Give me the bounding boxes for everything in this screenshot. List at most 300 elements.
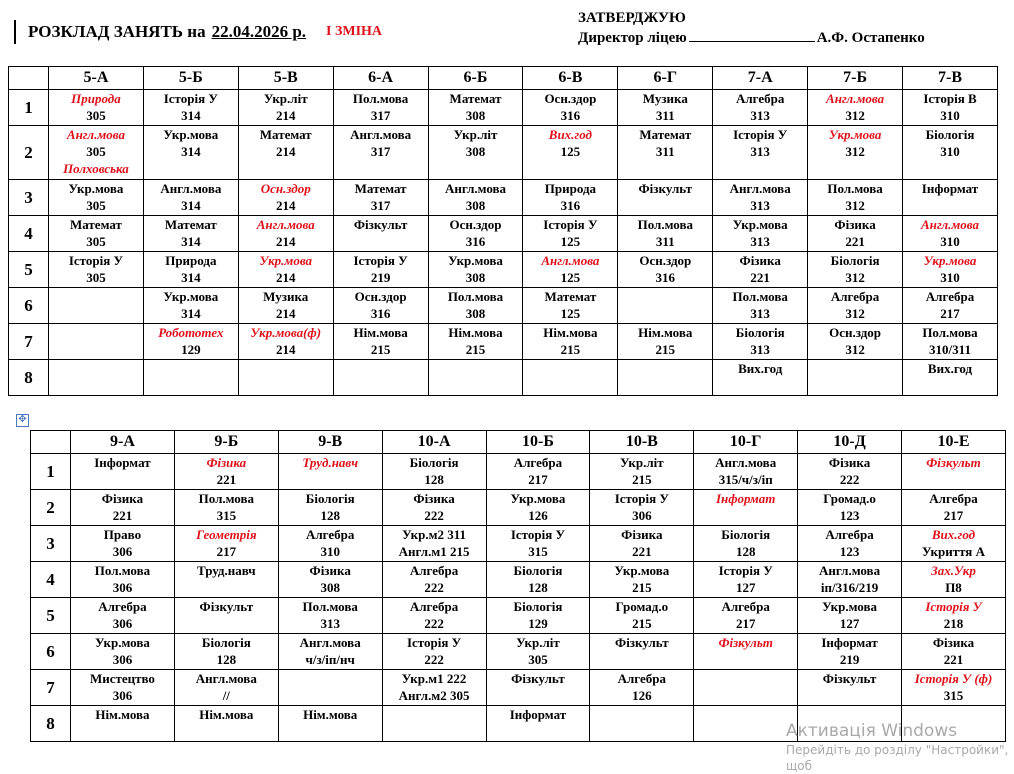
schedule-cell[interactable] bbox=[713, 126, 808, 180]
lesson-row bbox=[31, 562, 1006, 598]
subject-name: Укр.літ bbox=[263, 91, 308, 106]
cell-detail: 316 bbox=[655, 270, 676, 285]
schedule-cell[interactable] bbox=[590, 670, 694, 706]
cell-detail: 218 bbox=[943, 616, 964, 631]
subject-name: Історія У (ф) bbox=[914, 671, 993, 686]
watermark-line-1: Активація Windows bbox=[786, 721, 958, 741]
subject-name: Алгебра bbox=[617, 671, 667, 686]
subject-name: Громад.о bbox=[823, 491, 876, 506]
subject-name: Укр.мова bbox=[828, 127, 882, 142]
schedule-cell[interactable] bbox=[903, 216, 998, 252]
schedule-cell[interactable] bbox=[618, 126, 713, 180]
subject-name: Зах.Укр bbox=[931, 563, 976, 578]
schedule-cell[interactable] bbox=[694, 454, 798, 490]
cell-detail: 314 bbox=[181, 144, 201, 159]
schedule-cell[interactable] bbox=[798, 454, 902, 490]
schedule-cell[interactable] bbox=[713, 252, 808, 288]
subject-name: Укр.мова bbox=[510, 491, 566, 506]
schedule-cell[interactable] bbox=[694, 526, 798, 562]
schedule-cell[interactable] bbox=[808, 324, 903, 360]
class-header: 10-А bbox=[382, 431, 486, 454]
schedule-cell[interactable] bbox=[71, 454, 175, 490]
cell-detail: 214 bbox=[275, 306, 296, 321]
subject-name: Фізкульт bbox=[511, 671, 565, 686]
lesson-number: 8 bbox=[31, 706, 71, 742]
schedule-cell[interactable] bbox=[903, 90, 998, 126]
subject-name: Історія У bbox=[163, 91, 218, 106]
cell-detail: 315 bbox=[943, 688, 964, 703]
cell-detail: Укриття А bbox=[922, 544, 985, 559]
subject-name: Фізика bbox=[206, 455, 247, 470]
schedule-cell[interactable] bbox=[486, 598, 590, 634]
schedule-cell[interactable] bbox=[238, 126, 333, 180]
cell-detail: 306 bbox=[112, 544, 133, 559]
cell-detail: 310 bbox=[320, 544, 340, 559]
schedule-cell[interactable] bbox=[713, 90, 808, 126]
schedule-cell[interactable] bbox=[428, 360, 523, 396]
schedule-cell[interactable] bbox=[333, 216, 428, 252]
class-header: 9-Б bbox=[174, 431, 278, 454]
schedule-cell[interactable] bbox=[278, 490, 382, 526]
subject-name: Фізкульт bbox=[638, 181, 693, 196]
schedule-cell[interactable] bbox=[143, 324, 238, 360]
subject-name: Англ.мова bbox=[444, 181, 507, 196]
cell-detail: 306 bbox=[112, 580, 133, 595]
schedule-cell[interactable] bbox=[486, 562, 590, 598]
schedule-cell[interactable] bbox=[428, 324, 523, 360]
schedule-cell[interactable] bbox=[143, 288, 238, 324]
subject-name: Історія У bbox=[718, 563, 773, 578]
cell-detail: 312 bbox=[845, 306, 865, 321]
schedule-cell[interactable] bbox=[174, 670, 278, 706]
schedule-cell[interactable] bbox=[238, 90, 333, 126]
subject-name: Алгебра bbox=[409, 563, 459, 578]
cell-detail: 217 bbox=[940, 306, 960, 321]
schedule-cell[interactable] bbox=[590, 562, 694, 598]
subject-name: Труд.навч bbox=[197, 563, 256, 578]
subject-name: Фізкульт bbox=[718, 635, 773, 650]
subject-name: Алгебра bbox=[305, 527, 355, 542]
schedule-cell[interactable] bbox=[808, 252, 903, 288]
subject-name: Осн.здор bbox=[260, 181, 311, 196]
schedule-cell[interactable] bbox=[798, 562, 902, 598]
cell-detail: 219 bbox=[370, 270, 391, 285]
table-move-handle-icon[interactable]: ✥ bbox=[16, 414, 29, 427]
subject-name: Геометрія bbox=[196, 527, 257, 542]
schedule-cell[interactable] bbox=[49, 288, 144, 324]
schedule-cell[interactable] bbox=[590, 454, 694, 490]
cell-detail: 305 bbox=[86, 234, 106, 249]
subject-name: Фізика bbox=[309, 563, 351, 578]
schedule-cell[interactable] bbox=[143, 180, 238, 216]
cell-detail: 316 bbox=[560, 108, 581, 123]
subject-name: Англ.мова bbox=[160, 181, 222, 196]
subject-name: Біологія bbox=[513, 563, 563, 578]
schedule-cell[interactable] bbox=[902, 670, 1006, 706]
schedule-cell[interactable] bbox=[428, 252, 523, 288]
schedule-cell[interactable] bbox=[523, 180, 618, 216]
cell-detail: 222 bbox=[839, 472, 860, 487]
schedule-cell[interactable] bbox=[49, 360, 144, 396]
schedule-cell[interactable] bbox=[174, 490, 278, 526]
schedule-cell[interactable] bbox=[798, 634, 902, 670]
lesson-number: 4 bbox=[9, 216, 49, 252]
subject-name: Укр.мова bbox=[95, 635, 150, 650]
cell-detail: 214 bbox=[275, 198, 296, 213]
lesson-number: 1 bbox=[31, 454, 71, 490]
schedule-cell[interactable] bbox=[808, 360, 903, 396]
schedule-cell[interactable] bbox=[618, 180, 713, 216]
cell-detail: 214 bbox=[275, 270, 296, 285]
schedule-cell[interactable] bbox=[523, 288, 618, 324]
schedule-cell[interactable] bbox=[333, 126, 428, 180]
schedule-cell[interactable] bbox=[486, 490, 590, 526]
schedule-cell[interactable] bbox=[523, 90, 618, 126]
schedule-cell[interactable] bbox=[590, 526, 694, 562]
schedule-cell[interactable] bbox=[174, 598, 278, 634]
approve-name: А.Ф. Остапенко bbox=[816, 30, 925, 46]
schedule-cell[interactable] bbox=[49, 216, 144, 252]
subject-name: Історія У bbox=[733, 127, 788, 142]
schedule-cell[interactable] bbox=[618, 252, 713, 288]
schedule-cell[interactable] bbox=[428, 90, 523, 126]
cell-detail: 310 bbox=[940, 234, 960, 249]
cell-detail: 214 bbox=[275, 144, 296, 159]
subject-name: Осн.здор bbox=[544, 91, 597, 106]
schedule-cell[interactable] bbox=[49, 252, 144, 288]
schedule-cell[interactable] bbox=[278, 634, 382, 670]
subject-name: Укр.мова(ф) bbox=[250, 325, 322, 340]
subject-name: Алгебра bbox=[929, 491, 978, 506]
schedule-cell[interactable] bbox=[382, 562, 486, 598]
schedule-cell[interactable] bbox=[382, 670, 486, 706]
subject-name: Фізкульт bbox=[199, 599, 254, 614]
schedule-cell[interactable] bbox=[902, 634, 1006, 670]
schedule-cell[interactable] bbox=[618, 360, 713, 396]
cell-detail: 215 bbox=[632, 472, 652, 487]
schedule-cell[interactable] bbox=[902, 562, 1006, 598]
lesson-row bbox=[31, 598, 1006, 634]
schedule-cell[interactable] bbox=[618, 324, 713, 360]
lesson-number: 7 bbox=[9, 324, 49, 360]
cell-detail: 305 bbox=[86, 144, 106, 159]
schedule-cell[interactable] bbox=[590, 634, 694, 670]
schedule-cell[interactable] bbox=[486, 634, 590, 670]
cell-detail: 127 bbox=[735, 580, 756, 595]
subject-name: Математ bbox=[69, 217, 122, 232]
class-header: 6-А bbox=[333, 67, 428, 90]
title-text: РОЗКЛАД ЗАНЯТЬ на bbox=[28, 22, 206, 41]
schedule-cell[interactable] bbox=[523, 324, 618, 360]
schedule-cell[interactable] bbox=[486, 670, 590, 706]
class-header: 9-В bbox=[278, 431, 382, 454]
schedule-cell[interactable] bbox=[694, 598, 798, 634]
schedule-cell[interactable] bbox=[143, 252, 238, 288]
schedule-cell[interactable] bbox=[278, 562, 382, 598]
schedule-cell[interactable] bbox=[174, 454, 278, 490]
subject-name: Алгебра bbox=[409, 599, 459, 614]
subject-name: Робототех bbox=[158, 325, 224, 340]
schedule-cell[interactable] bbox=[278, 706, 382, 742]
subject-name: Пол.мова bbox=[827, 181, 883, 196]
lesson-number: 8 bbox=[9, 360, 49, 396]
lesson-number: 5 bbox=[9, 252, 49, 288]
subject-name: Англ.мова bbox=[66, 127, 125, 142]
lesson-number: 3 bbox=[31, 526, 71, 562]
subject-name: Укр.літ bbox=[516, 635, 560, 650]
schedule-cell[interactable] bbox=[333, 180, 428, 216]
lesson-row bbox=[31, 634, 1006, 670]
subject-name: Біологія bbox=[925, 127, 975, 142]
schedule-cell[interactable] bbox=[798, 598, 902, 634]
lesson-number: 5 bbox=[31, 598, 71, 634]
schedule-cell[interactable] bbox=[486, 706, 590, 742]
cell-detail: Англ.м1 215 bbox=[398, 544, 470, 559]
schedule-table-1 bbox=[8, 66, 998, 396]
schedule-cell[interactable] bbox=[523, 360, 618, 396]
cell-detail: 125 bbox=[560, 270, 581, 285]
schedule-cell[interactable] bbox=[590, 598, 694, 634]
schedule-cell[interactable] bbox=[382, 634, 486, 670]
subject-name: Музика bbox=[263, 289, 309, 304]
schedule-cell[interactable] bbox=[278, 526, 382, 562]
schedule-cell[interactable] bbox=[49, 324, 144, 360]
schedule-cell[interactable] bbox=[590, 706, 694, 742]
subject-name: Укр.м2 311 bbox=[402, 527, 466, 542]
subject-name: Музика bbox=[642, 91, 688, 106]
schedule-cell[interactable] bbox=[49, 126, 144, 180]
schedule-cell[interactable] bbox=[174, 706, 278, 742]
lesson-row bbox=[9, 180, 998, 216]
cell-detail: 215 bbox=[655, 342, 676, 357]
schedule-cell[interactable] bbox=[49, 90, 144, 126]
schedule-cell[interactable] bbox=[798, 670, 902, 706]
schedule-cell[interactable] bbox=[713, 324, 808, 360]
subject-name: Пол.мова bbox=[732, 289, 788, 304]
schedule-cell[interactable] bbox=[382, 526, 486, 562]
schedule-cell[interactable] bbox=[694, 706, 798, 742]
schedule-cell[interactable] bbox=[486, 454, 590, 490]
subject-name: Укр.мова bbox=[259, 253, 313, 268]
subject-name: Пол.мова bbox=[922, 325, 978, 340]
schedule-cell[interactable] bbox=[143, 126, 238, 180]
schedule-cell[interactable] bbox=[523, 216, 618, 252]
schedule-date: 22.04.2026 р. bbox=[211, 22, 307, 41]
schedule-cell[interactable] bbox=[694, 634, 798, 670]
schedule-cell[interactable] bbox=[238, 360, 333, 396]
schedule-cell[interactable] bbox=[903, 324, 998, 360]
subject-name: Англ.мова bbox=[299, 635, 361, 650]
schedule-cell[interactable] bbox=[333, 288, 428, 324]
schedule-cell[interactable] bbox=[174, 526, 278, 562]
cell-detail: 314 bbox=[181, 198, 201, 213]
schedule-cell[interactable] bbox=[694, 490, 798, 526]
subject-name: Фізика bbox=[739, 253, 781, 268]
cell-detail: 129 bbox=[181, 342, 201, 357]
subject-name: Математ bbox=[164, 217, 217, 232]
cell-detail: 221 bbox=[216, 472, 237, 487]
schedule-cell[interactable] bbox=[238, 216, 333, 252]
schedule-cell[interactable] bbox=[382, 706, 486, 742]
schedule-cell[interactable] bbox=[694, 670, 798, 706]
schedule-cell[interactable] bbox=[486, 526, 590, 562]
subject-name: Математ bbox=[449, 91, 502, 106]
class-header: 7-А bbox=[713, 67, 808, 90]
cell-detail: 128 bbox=[320, 508, 340, 523]
schedule-cell[interactable] bbox=[523, 126, 618, 180]
subject-name: Англ.мова bbox=[715, 455, 777, 470]
subject-name: Вих.год bbox=[931, 527, 976, 542]
subject-name: Укр.м1 222 bbox=[401, 671, 467, 686]
schedule-cell[interactable] bbox=[590, 490, 694, 526]
schedule-cell[interactable] bbox=[49, 180, 144, 216]
subject-name: Природа bbox=[71, 91, 121, 106]
schedule-cell[interactable] bbox=[428, 288, 523, 324]
schedule-cell[interactable] bbox=[333, 90, 428, 126]
schedule-cell[interactable] bbox=[903, 288, 998, 324]
subject-name: Осн.здор bbox=[449, 217, 502, 232]
windows-activation-watermark bbox=[786, 720, 1014, 774]
schedule-cell[interactable] bbox=[71, 598, 175, 634]
cell-detail: 313 bbox=[750, 234, 770, 249]
schedule-cell[interactable] bbox=[713, 360, 808, 396]
subject-name: Укр.мова bbox=[923, 253, 977, 268]
subject-name: Англ.мова bbox=[350, 127, 412, 142]
lesson-row bbox=[9, 252, 998, 288]
schedule-cell[interactable] bbox=[798, 526, 902, 562]
subject-name: Укр.мова bbox=[614, 563, 670, 578]
cell-detail: 217 bbox=[943, 508, 964, 523]
schedule-cell[interactable] bbox=[174, 562, 278, 598]
lesson-row bbox=[31, 670, 1006, 706]
subject-name: Біологія bbox=[721, 527, 771, 542]
cell-detail: 317 bbox=[370, 108, 391, 123]
cell-detail: 126 bbox=[528, 508, 548, 523]
schedule-cell[interactable] bbox=[713, 216, 808, 252]
cell-detail: 128 bbox=[216, 652, 237, 667]
cell-detail: 214 bbox=[275, 342, 296, 357]
schedule-cell[interactable] bbox=[71, 670, 175, 706]
cell-detail: 215 bbox=[370, 342, 391, 357]
schedule-cell[interactable] bbox=[333, 252, 428, 288]
schedule-cell[interactable] bbox=[238, 324, 333, 360]
subject-name: Англ.мова bbox=[826, 91, 885, 106]
cell-detail: 313 bbox=[750, 306, 770, 321]
schedule-cell[interactable] bbox=[278, 670, 382, 706]
subject-name: Природа bbox=[165, 253, 217, 268]
class-header: 10-Д bbox=[798, 431, 902, 454]
schedule-cell[interactable] bbox=[174, 634, 278, 670]
subject-name: Англ.мова bbox=[256, 217, 315, 232]
subject-name: Англ.мова bbox=[920, 217, 980, 232]
schedule-cell[interactable] bbox=[808, 216, 903, 252]
schedule-cell[interactable] bbox=[333, 360, 428, 396]
subject-name: Історія У bbox=[510, 527, 566, 542]
cell-detail: 313 bbox=[750, 342, 770, 357]
schedule-cell[interactable] bbox=[808, 180, 903, 216]
approve-role: Директор ліцею bbox=[578, 30, 687, 46]
schedule-cell[interactable] bbox=[71, 634, 175, 670]
schedule-cell[interactable] bbox=[903, 252, 998, 288]
schedule-cell[interactable] bbox=[618, 90, 713, 126]
schedule-cell[interactable] bbox=[143, 90, 238, 126]
class-header: 10-Г bbox=[694, 431, 798, 454]
cell-detail: 313 bbox=[750, 108, 770, 123]
schedule-cell[interactable] bbox=[694, 562, 798, 598]
schedule-cell[interactable] bbox=[238, 288, 333, 324]
subject-name: Нім.мова bbox=[303, 707, 358, 722]
schedule-cell[interactable] bbox=[428, 216, 523, 252]
subject-name: Укр.літ bbox=[453, 127, 498, 142]
lesson-number: 2 bbox=[9, 126, 49, 180]
cell-detail: 312 bbox=[845, 108, 865, 123]
cell-detail: // bbox=[222, 688, 230, 703]
schedule-cell[interactable] bbox=[71, 562, 175, 598]
schedule-cell[interactable] bbox=[382, 598, 486, 634]
schedule-cell[interactable] bbox=[428, 180, 523, 216]
cell-detail: 308 bbox=[465, 198, 486, 213]
schedule-cell[interactable] bbox=[382, 454, 486, 490]
schedule-cell[interactable] bbox=[618, 216, 713, 252]
cell-detail: 214 bbox=[275, 108, 296, 123]
schedule-cell[interactable] bbox=[713, 180, 808, 216]
subject-name: Історія У bbox=[543, 217, 598, 232]
schedule-cell[interactable] bbox=[903, 180, 998, 216]
schedule-cell[interactable] bbox=[902, 598, 1006, 634]
cell-detail: 316 bbox=[465, 234, 486, 249]
cell-detail: 222 bbox=[424, 616, 444, 631]
schedule-cell[interactable] bbox=[382, 490, 486, 526]
schedule-cell[interactable] bbox=[903, 126, 998, 180]
schedule-cell[interactable] bbox=[523, 252, 618, 288]
schedule-cell[interactable] bbox=[902, 454, 1006, 490]
schedule-cell[interactable] bbox=[808, 90, 903, 126]
cell-detail: 306 bbox=[632, 508, 652, 523]
schedule-cell[interactable] bbox=[428, 126, 523, 180]
schedule-cell[interactable] bbox=[143, 360, 238, 396]
subject-name: Фізика bbox=[101, 491, 144, 506]
lesson-row bbox=[31, 454, 1006, 490]
schedule-cell[interactable] bbox=[902, 526, 1006, 562]
schedule-cell[interactable] bbox=[278, 454, 382, 490]
schedule-cell[interactable] bbox=[238, 252, 333, 288]
schedule-cell[interactable] bbox=[902, 490, 1006, 526]
cell-detail: 313 bbox=[320, 616, 340, 631]
schedule-cell[interactable] bbox=[71, 490, 175, 526]
schedule-cell[interactable] bbox=[618, 288, 713, 324]
schedule-cell[interactable] bbox=[903, 360, 998, 396]
schedule-cell[interactable] bbox=[808, 126, 903, 180]
schedule-cell[interactable] bbox=[808, 288, 903, 324]
schedule-cell[interactable] bbox=[278, 598, 382, 634]
schedule-cell[interactable] bbox=[71, 526, 175, 562]
schedule-cell[interactable] bbox=[713, 288, 808, 324]
corner-cell bbox=[31, 431, 71, 454]
cell-detail: 305 bbox=[528, 652, 548, 667]
schedule-cell[interactable] bbox=[238, 180, 333, 216]
subject-name: Алгебра bbox=[925, 289, 975, 304]
subject-name: Нім.мова bbox=[543, 325, 598, 340]
schedule-cell[interactable] bbox=[143, 216, 238, 252]
subject-name: Укр.мова bbox=[732, 217, 788, 232]
cell-detail: 127 bbox=[839, 616, 860, 631]
schedule-cell[interactable] bbox=[333, 324, 428, 360]
subject-name: Англ.мова bbox=[541, 253, 600, 268]
subject-name: Фізкульт bbox=[615, 635, 669, 650]
schedule-cell[interactable] bbox=[798, 490, 902, 526]
cell-detail: 315 bbox=[528, 544, 548, 559]
schedule-cell[interactable] bbox=[71, 706, 175, 742]
